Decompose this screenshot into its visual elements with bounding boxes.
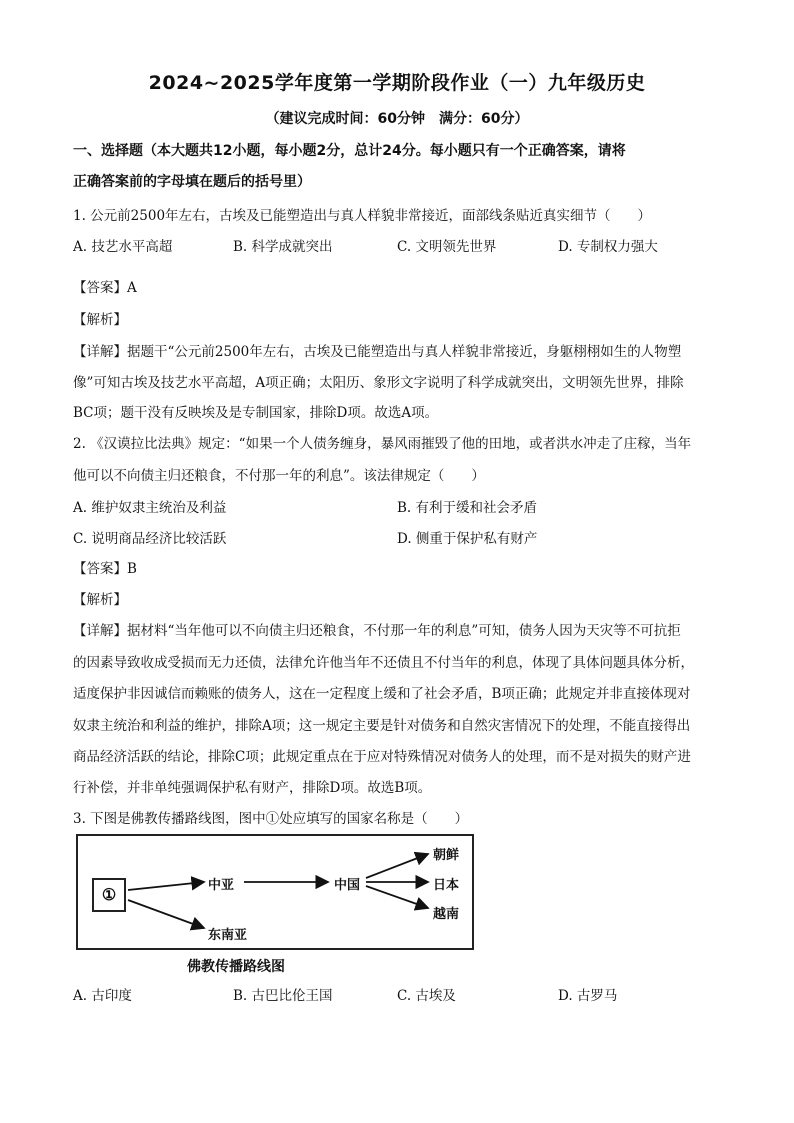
q2-detail-line: 行补偿，并非单纯强调保护私有财产，排除D项。故选B项。 (73, 780, 432, 796)
arrow-source-to-southeast-asia (128, 900, 204, 928)
node-korea: 朝鲜 (433, 848, 460, 863)
arrow-source-to-central-asia (128, 882, 204, 890)
page-subtitle: （建议完成时间：60分钟 满分：60分） (265, 111, 529, 127)
q3-option-c: C. 古埃及 (397, 988, 456, 1004)
q2-answer: 【答案】B (73, 561, 137, 577)
q1-option-c: C. 文明领先世界 (397, 239, 497, 255)
node-japan: 日本 (433, 878, 460, 893)
diagram-arrows (78, 836, 472, 948)
q2-option-a: A. 维护奴隶主统治及利益 (73, 500, 227, 516)
page-title: 2024~2025学年度第一学期阶段作业（一）九年级历史 (148, 72, 646, 94)
diagram-source-box: ① (92, 878, 126, 912)
node-china: 中国 (334, 878, 361, 893)
q2-stem-line: 他可以不向债主归还粮食，不付那一年的利息”。该法律规定（ ） (73, 468, 485, 484)
q2-option-b: B. 有利于缓和社会矛盾 (397, 500, 538, 516)
node-central-asia: 中亚 (208, 878, 235, 893)
arrow-china-to-vietnam (366, 886, 428, 908)
q1-detail-line: 【详解】据题干“公元前2500年左右，古埃及已能塑造出与真人样貌非常接近，身躯栩栩如生的人物塑 (73, 344, 682, 360)
diagram-caption: 佛教传播路线图 (187, 959, 285, 975)
q2-detail-line: 的因素导致收成受损而无力还债，法律允许他当年不还债且不付当年的利息，体现了具体问题具体分析， (73, 655, 694, 671)
q3-option-b: B. 古巴比伦王国 (233, 988, 333, 1004)
q1-option-b: B. 科学成就突出 (233, 239, 333, 255)
q1-detail-line: BC项；题干没有反映埃及是专制国家，排除D项。故选A项。 (73, 405, 439, 421)
q3-option-d: D. 古罗马 (558, 988, 618, 1004)
q1-option-a: A. 技艺水平高超 (73, 239, 173, 255)
section-heading-line2: 正确答案前的字母填在题后的括号里） (73, 174, 311, 190)
q2-detail-line: 奴隶主统治和利益的维护，排除A项；这一规定主要是针对债务和自然灾害情况下的处理，不能直接得出 (73, 718, 691, 734)
q1-answer: 【答案】A (73, 280, 137, 296)
q2-detail-line: 适度保护非因诚信而赖账的债务人，这在一定程度上缓和了社会矛盾，B项正确；此规定并非直接体现对 (73, 686, 691, 702)
arrow-china-to-korea (366, 854, 428, 878)
section-heading-line1: 一、选择题（本大题共12小题，每小题2分，总计24分。每小题只有一个正确答案，请将 (73, 143, 626, 159)
q1-option-d: D. 专制权力强大 (558, 239, 658, 255)
q1-detail-line: 像”可知古埃及技艺水平高超，A项正确；太阳历、象形文字说明了科学成就突出，文明领先世界，排除 (73, 375, 684, 391)
buddhism-spread-diagram (76, 834, 474, 950)
q2-option-c: C. 说明商品经济比较活跃 (73, 531, 227, 547)
q1-analysis-label: 【解析】 (73, 312, 127, 328)
q3-stem: 3. 下图是佛教传播路线图，图中①处应填写的国家名称是（ ） (73, 811, 469, 827)
q3-option-a: A. 古印度 (73, 988, 132, 1004)
node-vietnam: 越南 (433, 907, 460, 922)
q2-option-d: D. 侧重于保护私有财产 (397, 531, 538, 547)
q2-analysis-label: 【解析】 (73, 592, 127, 608)
q2-stem-line: 2. 《汉谟拉比法典》规定：“如果一个人债务缠身，暴风雨摧毁了他的田地，或者洪水冲走了庄稼，当年 (73, 436, 692, 452)
q2-detail-line: 【详解】据材料“当年他可以不向债主归还粮食，不付那一年的利息”可知，债务人因为天灾等不可抗拒 (73, 623, 681, 639)
q2-detail-line: 商品经济活跃的结论，排除C项；此规定重点在于应对特殊情况对债务人的处理，而不是对损失的财产进 (73, 749, 691, 765)
q1-stem: 1. 公元前2500年左右，古埃及已能塑造出与真人样貌非常接近，面部线条贴近真实细节（ ） (73, 208, 652, 224)
node-southeast-asia: 东南亚 (208, 928, 248, 943)
